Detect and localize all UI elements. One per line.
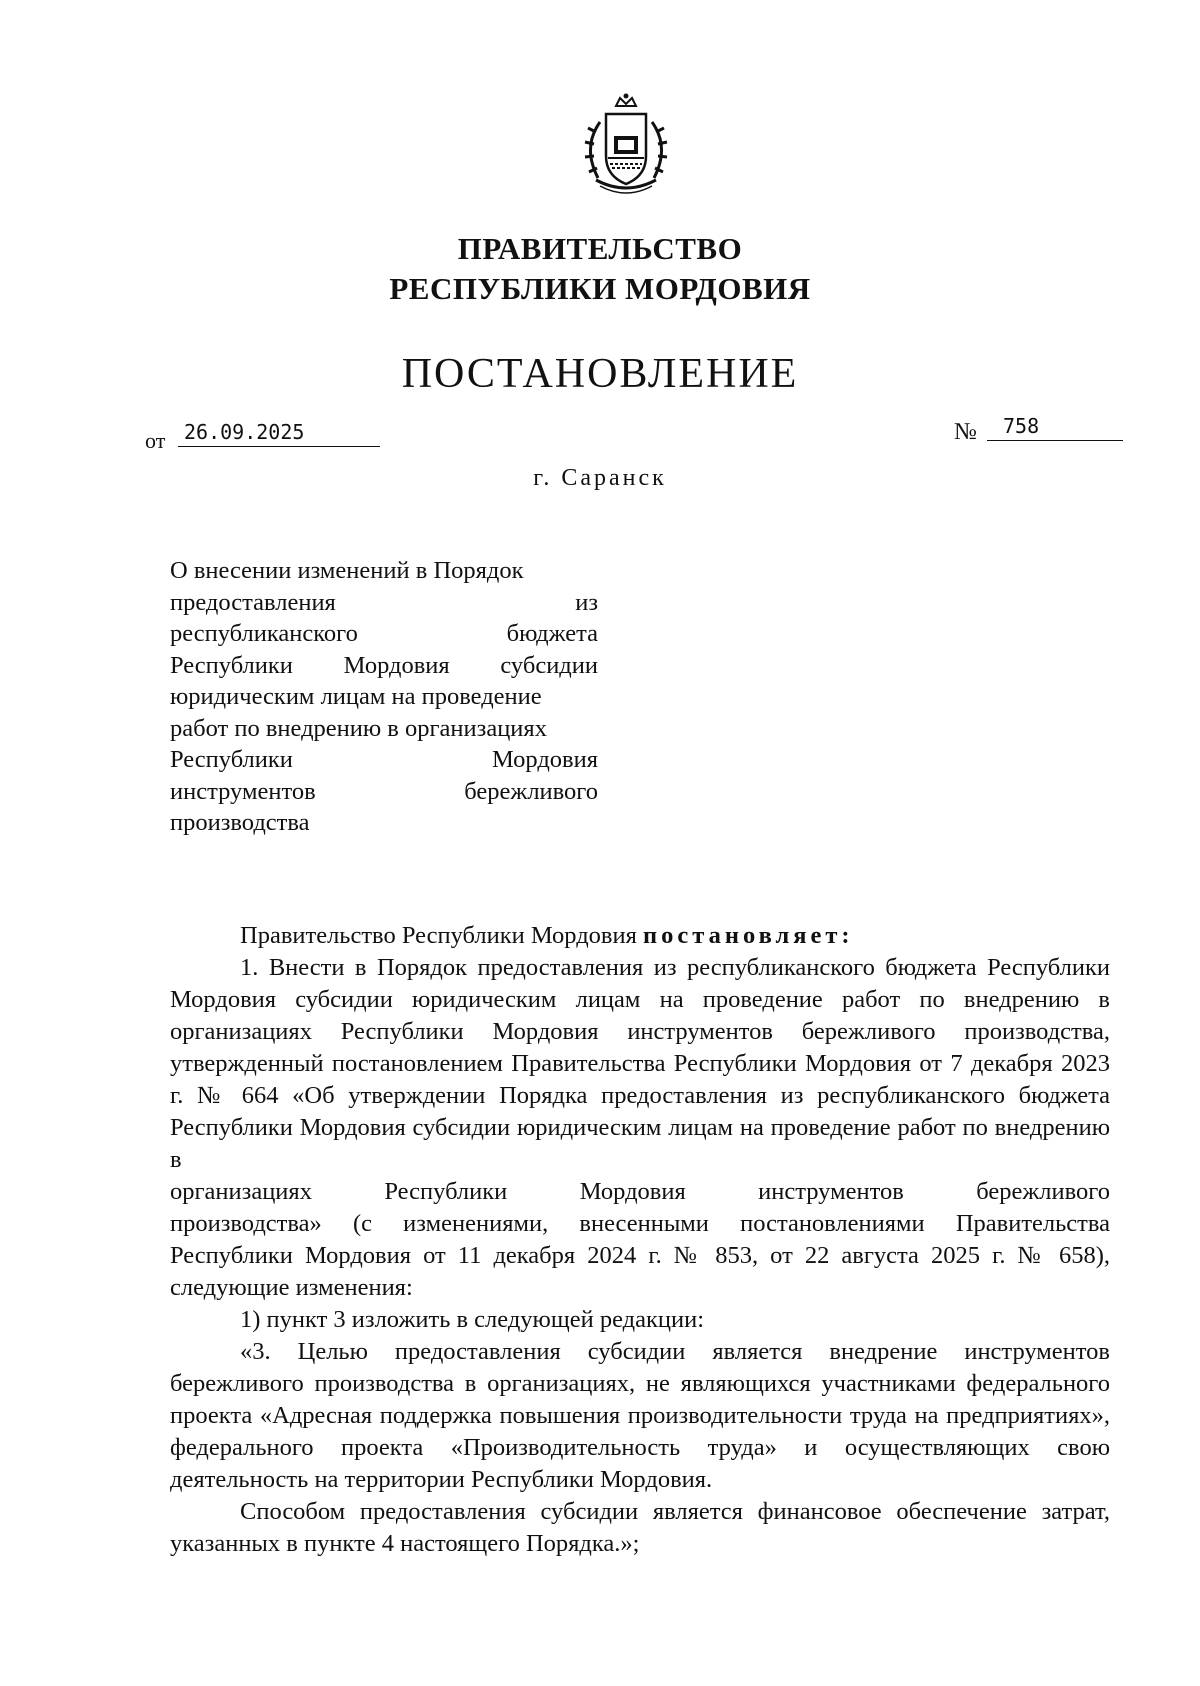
- spread-word: организациях: [170, 1178, 312, 1205]
- subject-word: бережливого: [464, 777, 598, 805]
- date-label: от: [145, 428, 166, 453]
- city: г. Саранск: [533, 465, 667, 491]
- subject-line: [170, 744, 598, 776]
- subject-line: [170, 650, 598, 682]
- subject-line: [170, 555, 598, 587]
- quote-paragraph-2: Способом предоставления субсидии является финансовое обеспечение затрат, указанных в пункте 4 настоящего Порядка.»;: [170, 1498, 1110, 1557]
- subject-word: производства: [170, 809, 310, 836]
- subject-word: республиканского: [170, 620, 358, 647]
- intro-prefix: Правительство Республики Мордовия: [240, 922, 637, 949]
- item-1-rest: производства» (с изменениями, внесенными постановлениями Правительства Республики Мордовия от 11 декабря 2024 г. № 853, от 22 августа 2025 г. № 658), следующие изменения:: [170, 1210, 1110, 1301]
- subject-line: [170, 587, 598, 619]
- intro-paragraph: [170, 920, 1110, 952]
- subject-word: субсидии: [500, 651, 598, 679]
- spread-word: бережливого: [976, 1178, 1110, 1205]
- subject-word: работ по внедрению в организациях: [170, 714, 547, 742]
- subject-line: [170, 807, 598, 839]
- subject-word: бюджета: [506, 620, 598, 647]
- item-1-paragraph: 1. Внести в Порядок предоставления из республиканского бюджета Республики Мордовия субсидии юридическим лицам на проведение работ по внедрению в организациях Республики Мордовия инструментов бережливого производства, утвержденный постановлением Правительства Республики Мордовия от 7 декабря 2023 г. № 664 «Об утверждении Порядка предоставления из республиканского бюджета Республики Мордовия субсидии юридическим лицам на проведение работ по внедрению в: [170, 954, 1110, 1173]
- coat-of-arms-emblem: [570, 92, 682, 204]
- subject-word: предоставления: [170, 588, 336, 616]
- subject-word: Республики: [170, 746, 293, 773]
- org-title-line1: ПРАВИТЕЛЬСТВО: [457, 231, 743, 266]
- subject-line: [170, 713, 598, 745]
- document-type: ПОСТАНОВЛЕНИЕ: [401, 351, 799, 397]
- subject-word: Республики: [170, 651, 293, 679]
- subitem-1: 1) пункт 3 изложить в следующей редакции:: [240, 1306, 705, 1333]
- subject-word: О внесении изменений в Порядок: [170, 557, 524, 584]
- intro-verb: постановляет:: [643, 922, 854, 949]
- number-label: №: [954, 419, 977, 445]
- org-title-line2: РЕСПУБЛИКИ МОРДОВИЯ: [389, 271, 811, 306]
- subject-word: юридическим лицам на проведение: [170, 683, 542, 710]
- subject-word: Мордовия: [343, 651, 450, 679]
- quote-paragraph-1: «3. Целью предоставления субсидии является внедрение инструментов бережливого производства в организациях, не являющихся участниками федерального проекта «Адресная поддержка повышения производительности труда на предприятиях», федерального проекта «Производительность труда» и осуществляющих свою деятельность на территории Республики Мордовия.: [170, 1338, 1110, 1493]
- subject-line: [170, 681, 598, 713]
- document-number: 758: [987, 412, 1123, 441]
- spread-word: Мордовия: [579, 1178, 686, 1205]
- item-1-spread-line: [170, 1176, 1110, 1208]
- subject-word: Мордовия: [491, 746, 598, 773]
- subject-word: из: [575, 588, 598, 616]
- spread-word: Республики: [384, 1178, 508, 1205]
- subject-line: [170, 776, 598, 808]
- subject-word: инструментов: [170, 777, 316, 805]
- document-subject: [170, 555, 598, 839]
- document-body: [170, 920, 1110, 1560]
- spread-word: инструментов: [758, 1178, 904, 1205]
- document-date: 26.09.2025: [178, 418, 380, 447]
- subject-line: [170, 618, 598, 650]
